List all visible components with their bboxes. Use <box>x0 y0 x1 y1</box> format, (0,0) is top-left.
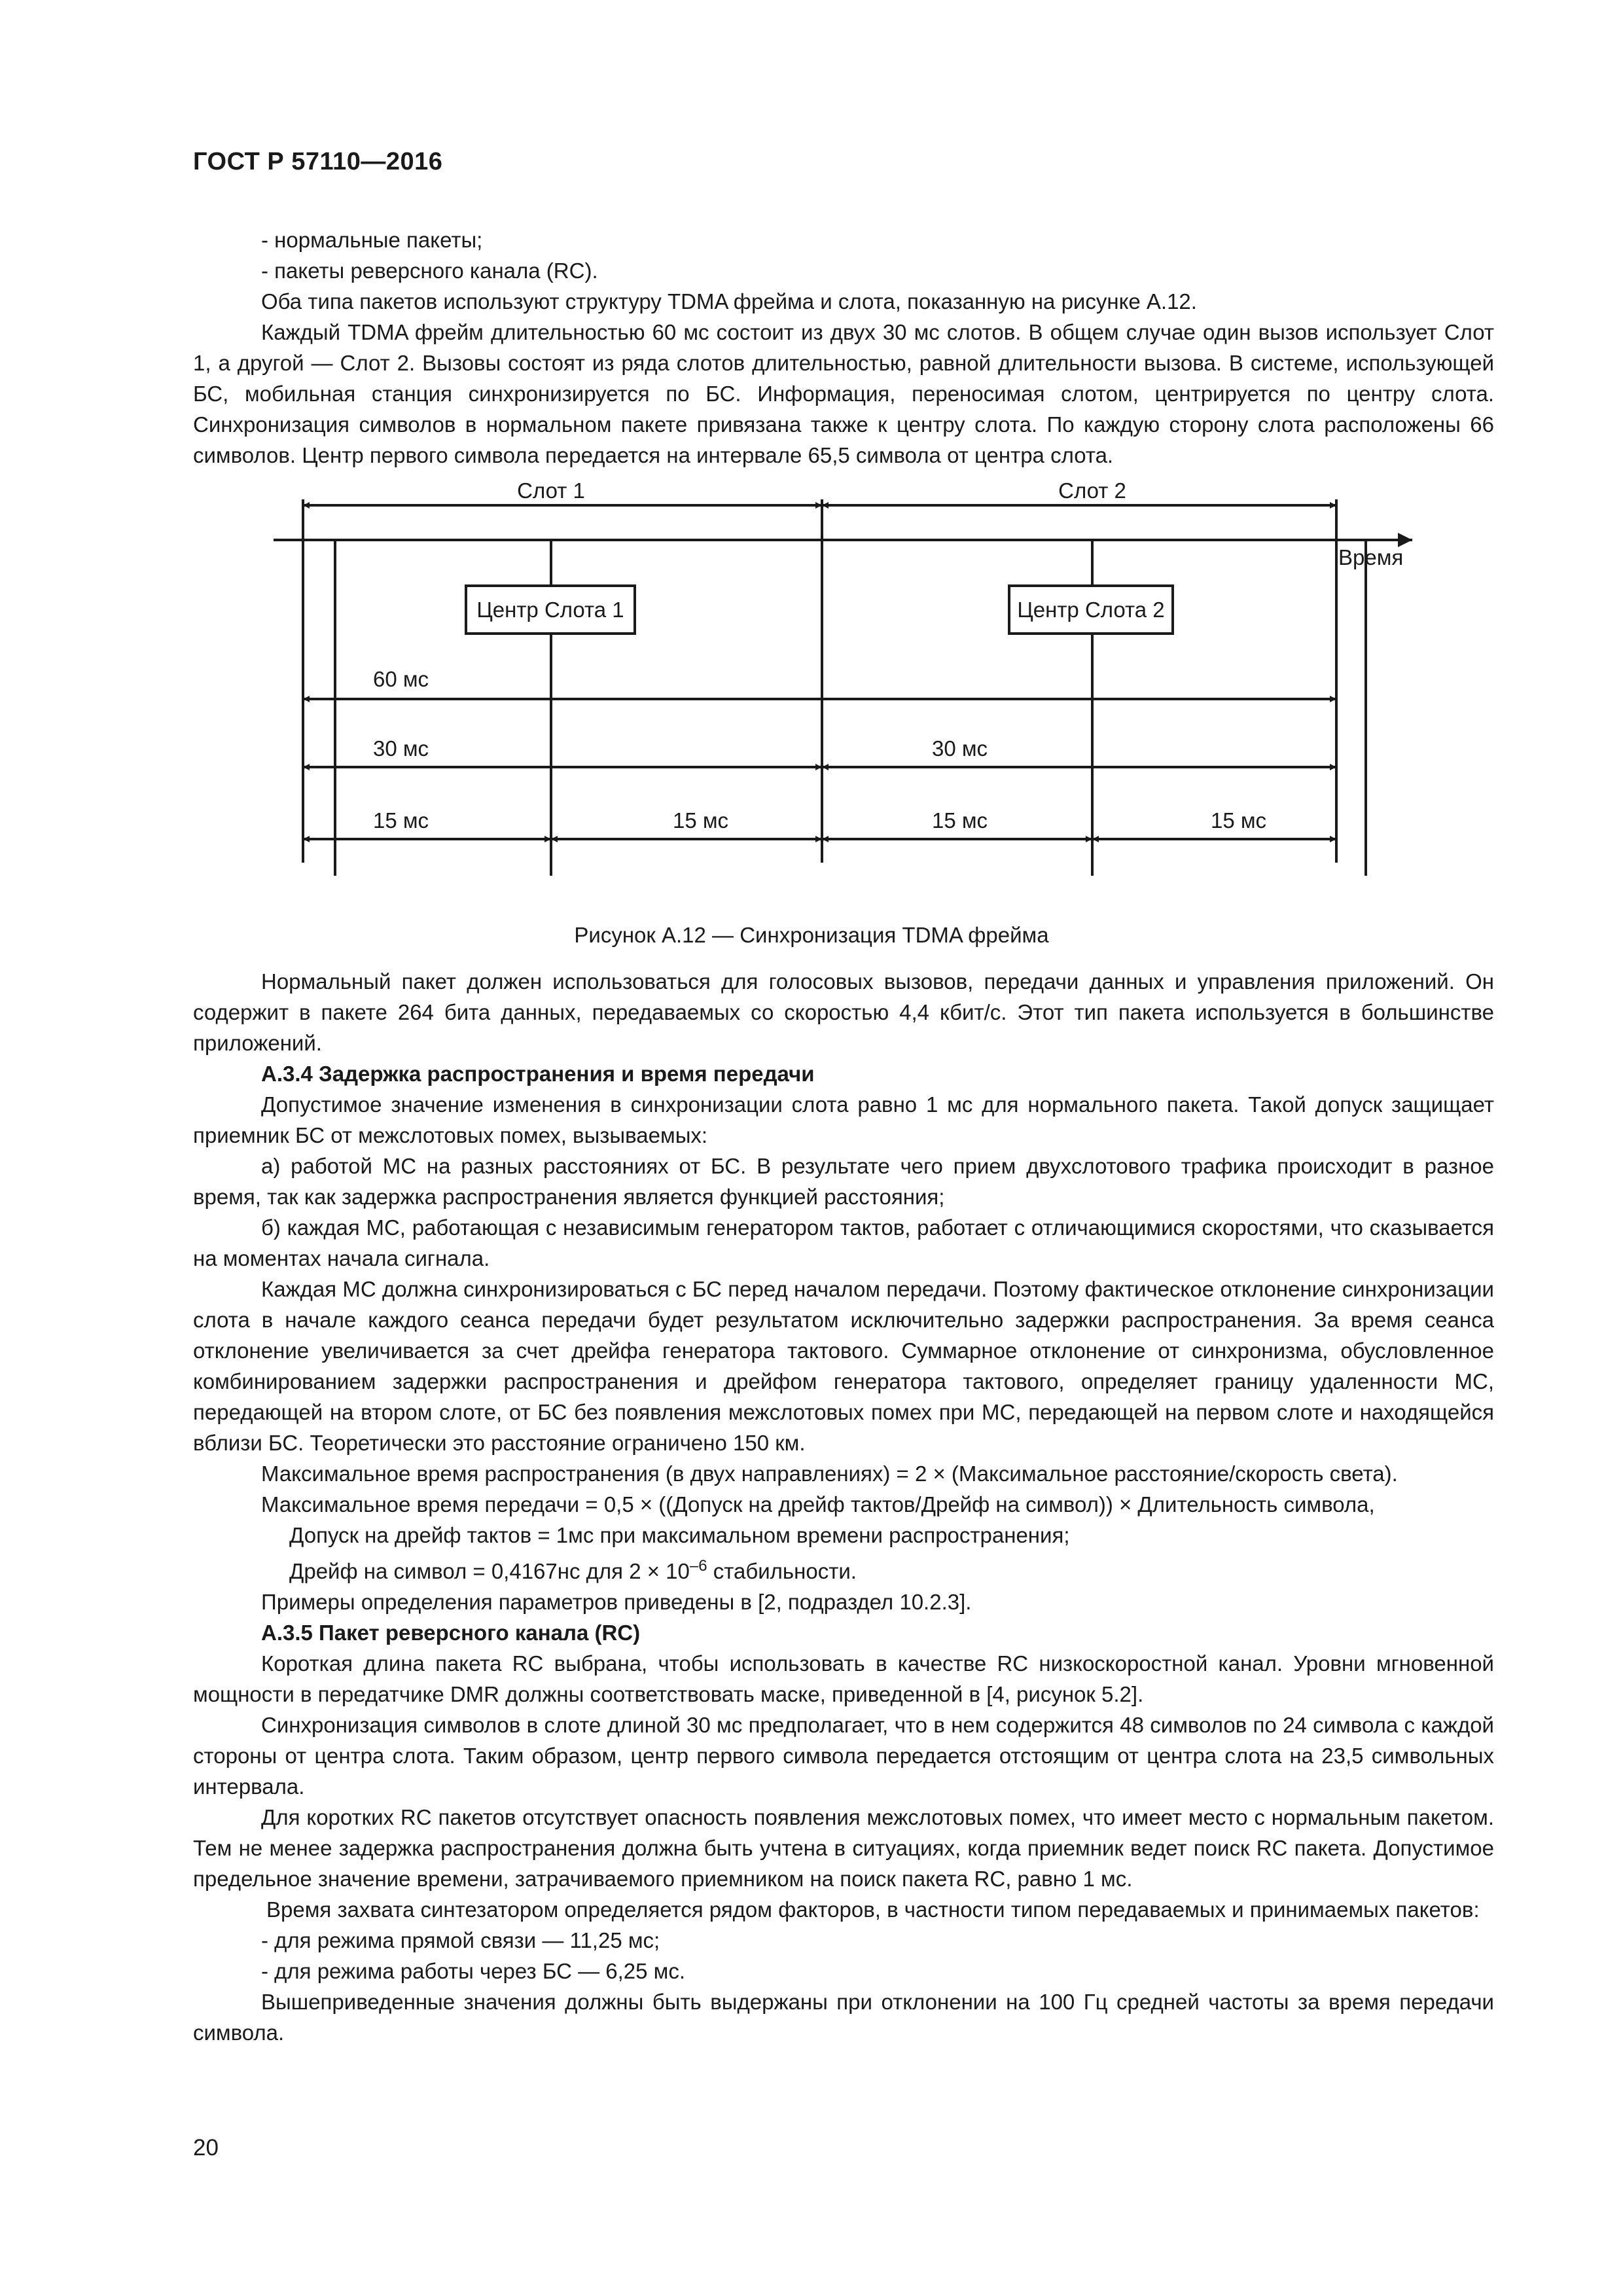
list-item: б) каждая МС, работающая с независимым генератором тактов, работает с отличающимися скоростями, что сказывается на моментах начала сигнала. <box>193 1215 1494 1270</box>
label-15ms-b: 15 мс <box>673 808 729 833</box>
formula-line: Максимальное время распространения (в двух направлениях) = 2 × (Максимальное расстояние/скорость света). <box>261 1462 1398 1486</box>
body-text <box>193 966 1494 2048</box>
label-30ms-a: 30 мс <box>373 736 429 761</box>
paragraph: Короткая длина пакета RC выбрана, чтобы использовать в качестве RC низкоскоростной канал. Уровни мгновенной мощности в передатчике DMR должны соответствовать маске, приведенной в [4, рисунок 5.2]. <box>193 1651 1494 1706</box>
label-15ms-d: 15 мс <box>1211 808 1267 833</box>
slot1-label: Слот 1 <box>517 478 585 503</box>
tdma-frame-diagram <box>0 0 1623 929</box>
formula-text-end: стабильности. <box>707 1559 857 1583</box>
paragraph: Для коротких RC пакетов отсутствует опасность появления межслотовых помех, что имеет место с нормальным пакетом. Тем не менее задержка распространения должна быть учтена в ситуациях, когда приемник ведет поиск RC пакета. Допустимое предельное значение времени, затрачиваемого приемником на поиск пакета RC, равно 1 мс. <box>193 1805 1494 1891</box>
formula-line: Допуск на дрейф тактов = 1мс при максимальном времени распространения; <box>289 1523 1070 1547</box>
paragraph: Оба типа пакетов используют структуру TDMA фрейма и слота, показанную на рисунке А.12. <box>261 289 1197 314</box>
list-item: - для режима прямой связи — 11,25 мс; <box>261 1928 660 1952</box>
section-heading: А.3.4 Задержка распространения и время передачи <box>261 1062 815 1086</box>
formula-text: Дрейф на символ = 0,4167нс для 2 × 10 <box>289 1559 690 1583</box>
paragraph: Время захвата синтезатором определяется рядом факторов, в частности типом передаваемых и принимаемых пакетов: <box>266 1897 1480 1922</box>
figure-caption: Рисунок А.12 — Синхронизация TDMA фрейма <box>574 923 1049 947</box>
slot2-label: Слот 2 <box>1058 478 1126 503</box>
paragraph: Каждая МС должна синхронизироваться с БС перед началом передачи. Поэтому фактическое отклонение синхронизации слота в начале каждого сеанса передачи будет результатом исключительно задержки распространения. За время сеанса отклонение увеличивается за счет дрейфа генератора тактового. Суммарное отклонение от синхронизма, обусловленное комбинированием задержки распространения и дрейфом генератора тактового, определяет границу удаленности МС, передающей на втором слоте, от БС без появления межслотовых помех при МС, передающей на первом слоте и находящейся вблизи БС. Теоретически это расстояние ограничено 150 км. <box>193 1277 1494 1455</box>
label-15ms-a: 15 мс <box>373 808 429 833</box>
label-30ms-b: 30 мс <box>932 736 988 761</box>
paragraph: Каждый TDMA фрейм длительностью 60 мс состоит из двух 30 мс слотов. В общем случае один вызов использует Слот 1, а другой — Слот 2. Вызовы состоят из ряда слотов длительностью, равной длительности вызова. В системе, использующей БС, мобильная станция синхронизируется по БС. Информация, переносимая слотом, центрируется по центру слота. Синхронизация символов в нормальном пакете привязана также к центру слота. По каждую сторону слота расположены 66 символов. Центр первого символа передается на интервале 65,5 символа от центра слота. <box>193 320 1494 467</box>
section-heading: А.3.5 Пакет реверсного канала (RC) <box>261 1621 641 1645</box>
paragraph: Вышеприведенные значения должны быть выдержаны при отклонении на 100 Гц средней частоты за время передачи символа. <box>193 1990 1494 2045</box>
page-number: 20 <box>193 2135 219 2161</box>
paragraph: Примеры определения параметров приведены в [2, подраздел 10.2.3]. <box>261 1590 972 1614</box>
paragraph: Нормальный пакет должен использоваться для голосовых вызовов, передачи данных и управления приложений. Он содержит в пакете 264 бита данных, передаваемых со скоростью 4,4 кбит/с. Этот тип пакета используется в большинстве приложений. <box>193 969 1494 1055</box>
slot2-center-label: Центр Слота 2 <box>1017 598 1165 622</box>
time-axis-label: Время <box>1338 545 1404 569</box>
paragraph: Синхронизация символов в слоте длиной 30 мс предполагает, что в нем содержится 48 символов по 24 символа с каждой стороны от центра слота. Таким образом, центр первого символа передается отстоящим от центра слота на 23,5 символьных интервала. <box>193 1713 1494 1799</box>
list-item: - пакеты реверсного канала (RC). <box>261 259 598 283</box>
formula-line: Максимальное время передачи = 0,5 × ((Допуск на дрейф тактов/Дрейф на символ)) × Длительность символа, <box>261 1492 1375 1516</box>
list-item: а) работой МС на разных расстояниях от БС. В результате чего прием двухслотового трафика происходит в разное время, так как задержка распространения является функцией расстояния; <box>193 1154 1494 1209</box>
label-60ms: 60 мс <box>373 667 429 691</box>
list-item: - для режима работы через БС — 6,25 мс. <box>261 1959 686 1983</box>
paragraph: Допустимое значение изменения в синхронизации слота равно 1 мс для нормального пакета. Такой допуск защищает приемник БС от межслотовых помех, вызываемых: <box>193 1092 1494 1147</box>
label-15ms-c: 15 мс <box>932 808 988 833</box>
slot1-center-label: Центр Слота 1 <box>476 598 624 622</box>
list-item: - нормальные пакеты; <box>261 228 483 252</box>
formula-line <box>193 1551 1494 1587</box>
formula-exponent: –6 <box>689 1557 707 1575</box>
document-header: ГОСТ Р 57110—2016 <box>193 148 443 175</box>
